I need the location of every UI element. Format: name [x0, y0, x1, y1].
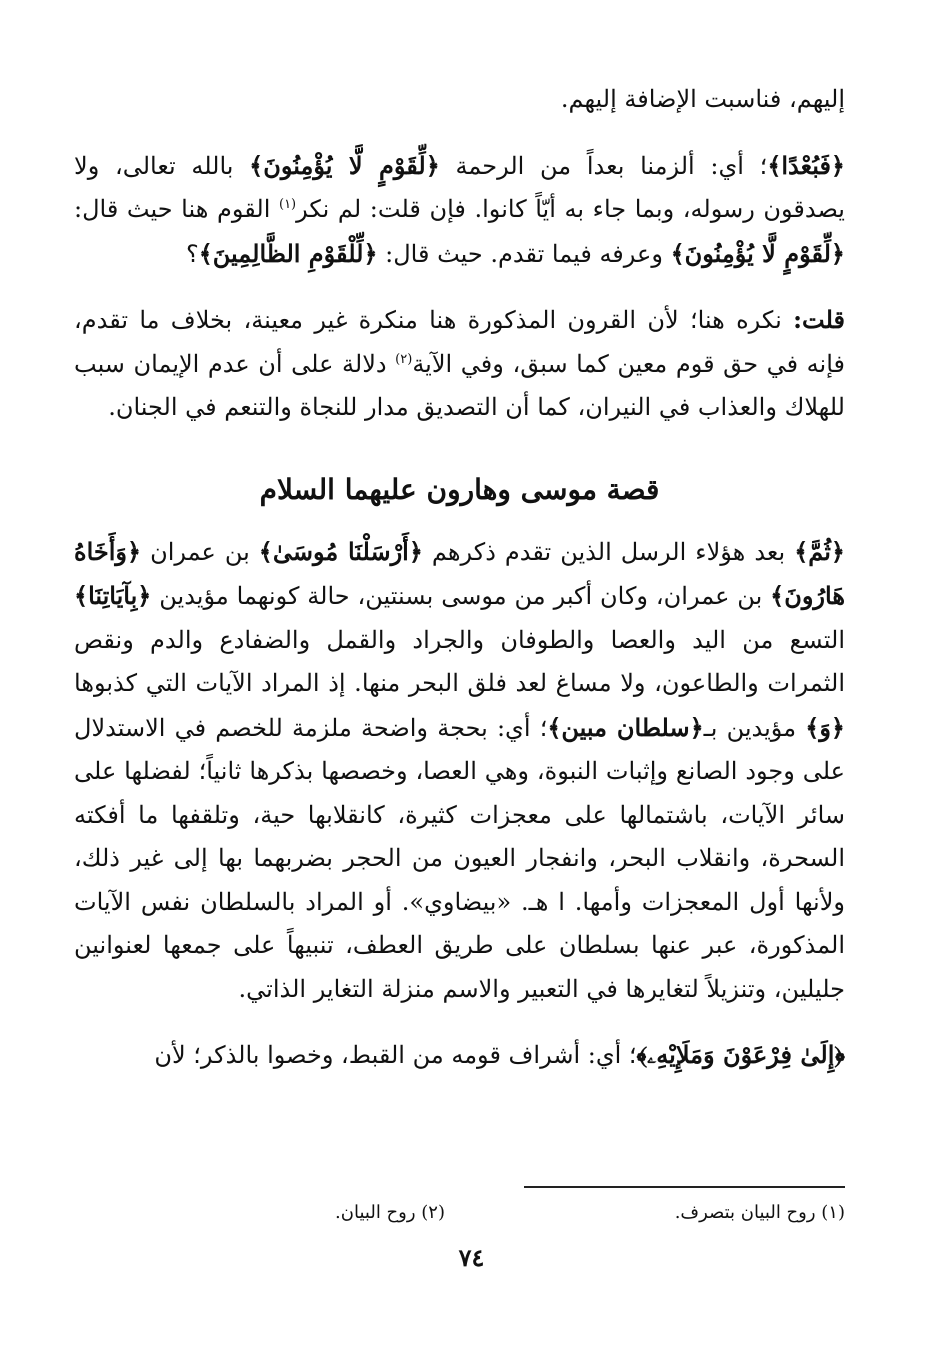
quran-quote: ﴿لِّلْقَوْمِ الظَّالِمِينَ﴾	[198, 238, 378, 268]
quran-quote: ﴿ثُمَّ﴾	[794, 536, 845, 566]
quran-quote: ﴿لِّقَوْمٍ لَّا يُؤْمِنُونَ﴾	[670, 238, 845, 268]
quran-quote: ﴿وَ﴾	[805, 712, 845, 742]
quran-quote: ﴿سلطان مبين﴾	[547, 712, 704, 742]
page-number: ٧٤	[458, 1243, 485, 1272]
quran-quote: ﴿بِآيَاتِنَا﴾	[74, 581, 152, 610]
quran-quote: ﴿لِّقَوْمٍ لَّا يُؤْمِنُونَ﴾	[249, 150, 440, 180]
paragraph-continuation: إليهم، فناسبت الإضافة إليهم.	[560, 85, 845, 113]
section-heading: قصة موسى وهارون عليهما السلام	[259, 472, 660, 506]
footnote-1: (١) روح البيان بتصرف.	[674, 1202, 845, 1223]
page-body	[74, 78, 845, 1078]
quran-quote: ﴿وَأَخَاهُ هَارُونَ﴾	[74, 536, 845, 610]
paragraph-fabudan: ﴿فَبُعْدًا﴾؛ أي: ألزمنا بعداً من الرحمة ﴿لِّقَوْمٍ لَّا يُؤْمِنُونَ﴾ بالله تعالى، ولا يصدقون رسوله، وبما جاء به أيّاً كانوا. فإن قلت: لم نكر$^{(١)}$ القوم هنا حيث قال: ﴿لِّقَوْمٍ لَّا يُؤْمِنُونَ﴾ وعرفه فيما تقدم. حيث قال: ﴿لِّلْقَوْمِ الظَّالِمِينَ﴾؟	[74, 150, 845, 268]
footnote-ref-1: (١)	[278, 197, 297, 212]
footnote-ref-2: (٢)	[395, 351, 413, 367]
quran-quote: ﴿إِلَىٰ فِرْعَوْنَ وَمَلَإِيْهِۦ﴾	[636, 1040, 845, 1069]
answer-keyword: قلت:	[793, 305, 845, 334]
quran-quote: ﴿أَرْسَلْنَا مُوسَىٰ﴾	[258, 536, 423, 566]
paragraph-firawn: ﴿إِلَىٰ فِرْعَوْنَ وَمَلَإِيْهِۦ﴾؛ أي: أشراف قومه من القبط، وخصوا بالذكر؛ لأن	[154, 1040, 845, 1069]
paragraph-qultu: قلت: نكره هنا؛ لأن القرون المذكورة هنا منكرة غير معينة، بخلاف ما تقدم، فإنه في حق قوم معين كما سبق، وفي الآية$^{(٢)}$ دلالة على أن عدم الإيمان سبب للهلاك والعذاب في النيران، كما أن التصديق مدار للنجاة والتنعم في الجنان.	[74, 305, 846, 421]
footnotes	[75, 1198, 845, 1228]
footnote-separator	[524, 1186, 845, 1188]
paragraph-musa-harun: ﴿ثُمَّ﴾ بعد هؤلاء الرسل الذين تقدم ذكرهم ﴿أَرْسَلْنَا مُوسَىٰ﴾ بن عمران ﴿وَأَخَاهُ هَارُونَ﴾ بن عمران، وكان أكبر من موسى بسنتين، حالة كونهما مؤيدين ﴿بِآيَاتِنَا﴾ التسع من اليد والعصا والطوفان والجراد والقمل والضفادع والدم ونقص الثمرات والطاعون، ولا مساغ لعد فلق البحر منها. إذ المراد الآيات التي كذبوها ﴿وَ﴾ مؤيدين بـ﴿سلطان مبين﴾؛ أي: بحجة واضحة ملزمة للخصم في الاستدلال على وجود الصانع وإثبات النبوة، وهي العصا، وخصصها بذكرها ثانياً؛ لفضلها على سائر الآيات، باشتمالها على معجزات كثيرة، كانقلابها حية، وتلقفها ما أفكته السحرة، وانقلاب البحر، وانفجار العيون من الحجر بضربهما بها إلى غير ذلك، ولأنها أول المعجزات وأمها. ا هـ. «بيضاوي». أو المراد بالسلطان نفس الآيات المذكورة، عبر عنها بسلطان على طريق العطف، تنبيهاً على جمعها لعنوانين جليلين، وتنزيلاً لتغايرها في التعبير والاسم منزلة التغاير الذاتي.	[74, 536, 845, 1003]
footnote-2: (٢) روح البيان.	[335, 1202, 445, 1223]
quran-quote: ﴿فَبُعْدًا﴾	[767, 150, 845, 180]
